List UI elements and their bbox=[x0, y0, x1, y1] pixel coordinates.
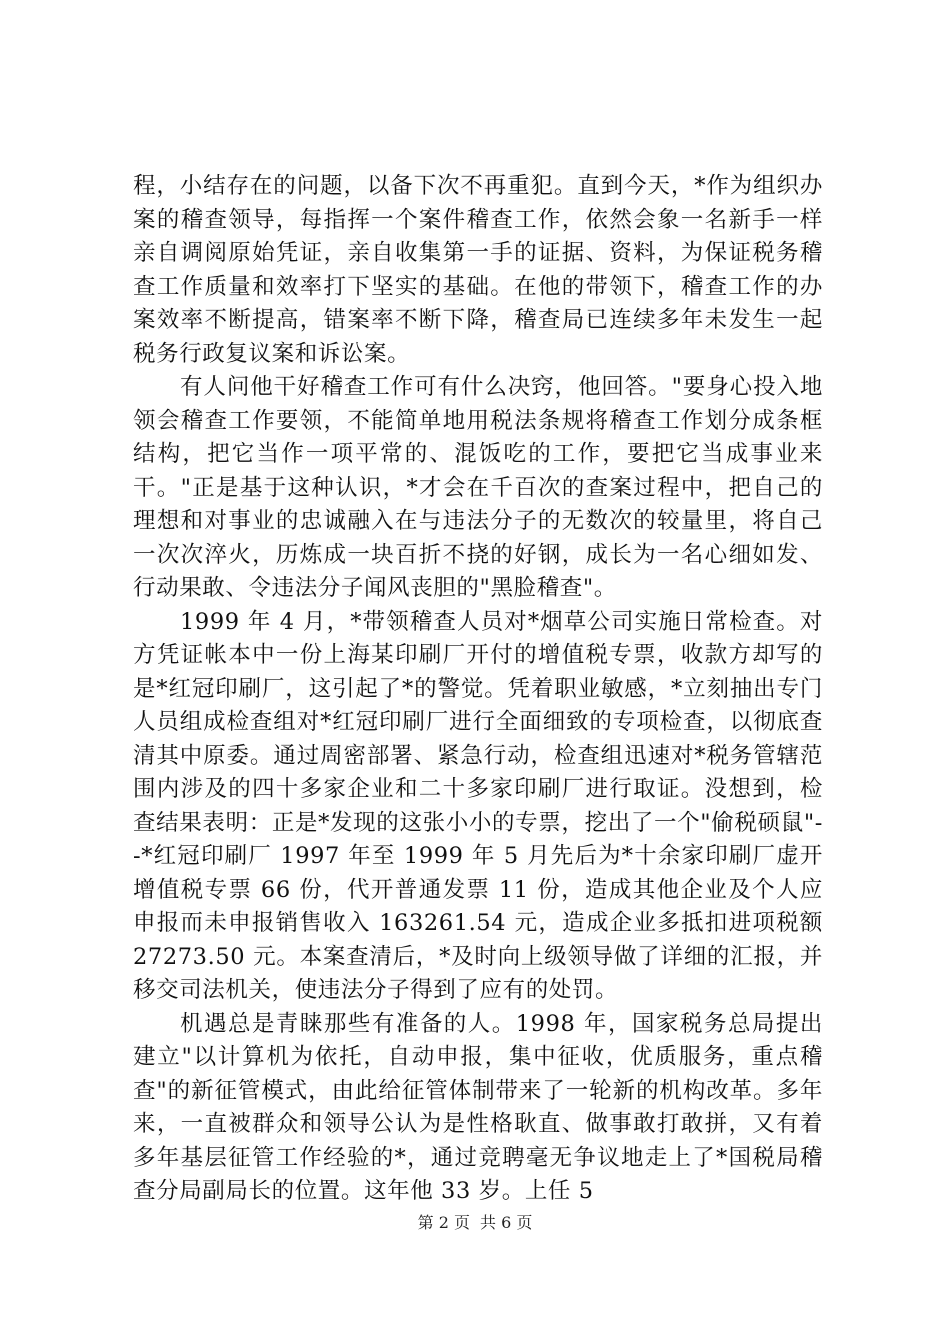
page-total: 共 6 页 bbox=[480, 1213, 533, 1232]
page-footer bbox=[0, 1213, 950, 1233]
paragraph-3: 1999 年 4 月，*带领稽查人员对*烟草公司实施日常检查。对方凭证帐本中一份上海某印刷厂开付的增值税专票，收款方却写的是*红冠印刷厂，这引起了*的警觉。凭着职业敏感，*立刻抽出专门人员组成检查组对*红冠印刷厂进行全面细致的专项检查，以彻底查清其中原委。通过周密部署、紧急行动，检查组迅速对*税务管辖范围内涉及的四十多家企业和二十多家印刷厂进行取证。没想到，检查结果表明：正是*发现的这张小小的专票，挖出了一个"偷税硕鼠"--*红冠印刷厂 1997 年至 1999 年 5 月先后为*十余家印刷厂虚开增值税专票 66 份，代开普通发票 11 份，造成其他企业及个人应申报而未申报销售收入 163261.54 元，造成企业多抵扣进项税额 27273.50 元。本案查清后，*及时向上级领导做了详细的汇报，并移交司法机关，使违法分子得到了应有的处罚。 bbox=[133, 608, 823, 1003]
page-number: 第 2 页 bbox=[417, 1213, 470, 1232]
paragraph-4: 机遇总是青睐那些有准备的人。1998 年，国家税务总局提出建立"以计算机为依托，自动申报，集中征收，优质服务，重点稽查"的新征管模式，由此给征管体制带来了一轮新的机构改革。多年来，一直被群众和领导公认为是性格耿直、做事敢打敢拼，又有着多年基层征管工作经验的*，通过竞聘毫无争议地走上了*国税局稽查分局副局长的位置。这年他 33 岁。上任 5 bbox=[133, 1010, 823, 1204]
paragraph-2: 有人问他干好稽查工作可有什么决窍，他回答。"要身心投入地领会稽查工作要领，不能简单地用税法条规将稽查工作划分成条框结构，把它当作一项平常的、混饭吃的工作，要把它当成事业来干。"正是基于这种认识，*才会在千百次的查案过程中，把自己的理想和对事业的忠诚融入在与违法分子的无数次的较量里，将自己一次次淬火，历炼成一块百折不挠的好钢，成长为一名心细如发、行动果敢、令违法分子闻风丧胆的"黑脸稽查"。 bbox=[133, 374, 823, 601]
paragraph-1: 程，小结存在的问题，以备下次不再重犯。直到今天，*作为组织办案的稽查领导，每指挥一个案件稽查工作，依然会象一名新手一样亲自调阅原始凭证，亲自收集第一手的证据、资料，为保证税务稽查工作质量和效率打下坚实的基础。在他的带领下，稽查工作的办案效率不断提高，错案率不断下降，稽查局已连续多年未发生一起税务行政复议案和诉讼案。 bbox=[133, 173, 823, 367]
document-body bbox=[133, 170, 823, 1209]
